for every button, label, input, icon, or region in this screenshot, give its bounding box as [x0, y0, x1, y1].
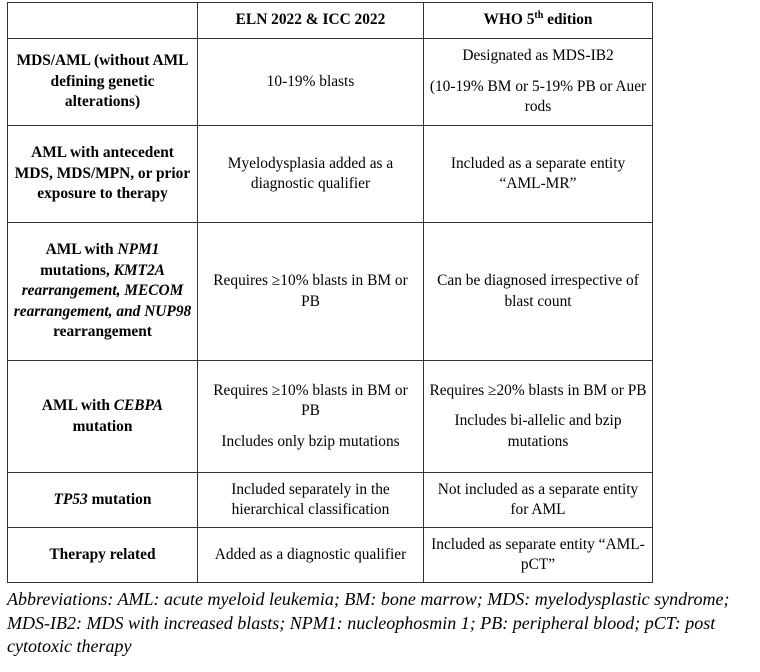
table-header-row	[8, 3, 653, 39]
who-cell: Included as separate entity “AML-pCT”	[424, 528, 653, 583]
row-label-therapy-related: Therapy related	[8, 528, 198, 583]
who-cell: Designated as MDS-IB2 (10-19% BM or 5-19% PB or Auer rods	[424, 39, 653, 126]
eln-cell: 10-19% blasts	[198, 39, 424, 126]
table-row	[8, 528, 653, 583]
abbreviations-footnote: Abbreviations: AML: acute myeloid leukemia; BM: bone marrow; MDS: myelodysplastic syndrome; MDS-IB2: MDS with increased blasts; NPM1: nucleophosmin 1; PB: peripheral blood; pCT: post cytotoxic therapy	[7, 589, 730, 656]
table-row	[8, 361, 653, 473]
eln-cell: Requires ≥10% blasts in BM or PB Includes only bzip mutations	[198, 361, 424, 473]
classification-comparison-table	[7, 2, 653, 583]
eln-cell: Included separately in the hierarchical classification	[198, 473, 424, 528]
who-cell: Requires ≥20% blasts in BM or PB Includes bi-allelic and bzip mutations	[424, 361, 653, 473]
row-label-tp53: TP53 mutation	[8, 473, 198, 528]
table-row	[8, 39, 653, 126]
who-cell: Included as a separate entity “AML-MR”	[424, 126, 653, 223]
table-row	[8, 223, 653, 361]
row-label-cebpa: AML with CEBPA mutation	[8, 361, 198, 473]
header-empty-cell	[8, 3, 198, 39]
eln-cell: Added as a diagnostic qualifier	[198, 528, 424, 583]
header-eln-icc: ELN 2022 & ICC 2022	[198, 3, 424, 39]
who-cell: Not included as a separate entity for AML	[424, 473, 653, 528]
eln-cell: Myelodysplasia added as a diagnostic qualifier	[198, 126, 424, 223]
header-who: WHO 5th edition	[424, 3, 653, 39]
row-label-mds-aml: MDS/AML (without AML defining genetic alterations)	[8, 39, 198, 126]
table-row	[8, 126, 653, 223]
row-label-npm1-kmt2a: AML with NPM1 mutations, KMT2A rearrangement, MECOM rearrangement, and NUP98 rearrangement	[8, 223, 198, 361]
table-row	[8, 473, 653, 528]
row-label-antecedent-mds: AML with antecedent MDS, MDS/MPN, or prior exposure to therapy	[8, 126, 198, 223]
who-cell: Can be diagnosed irrespective of blast count	[424, 223, 653, 361]
eln-cell: Requires ≥10% blasts in BM or PB	[198, 223, 424, 361]
